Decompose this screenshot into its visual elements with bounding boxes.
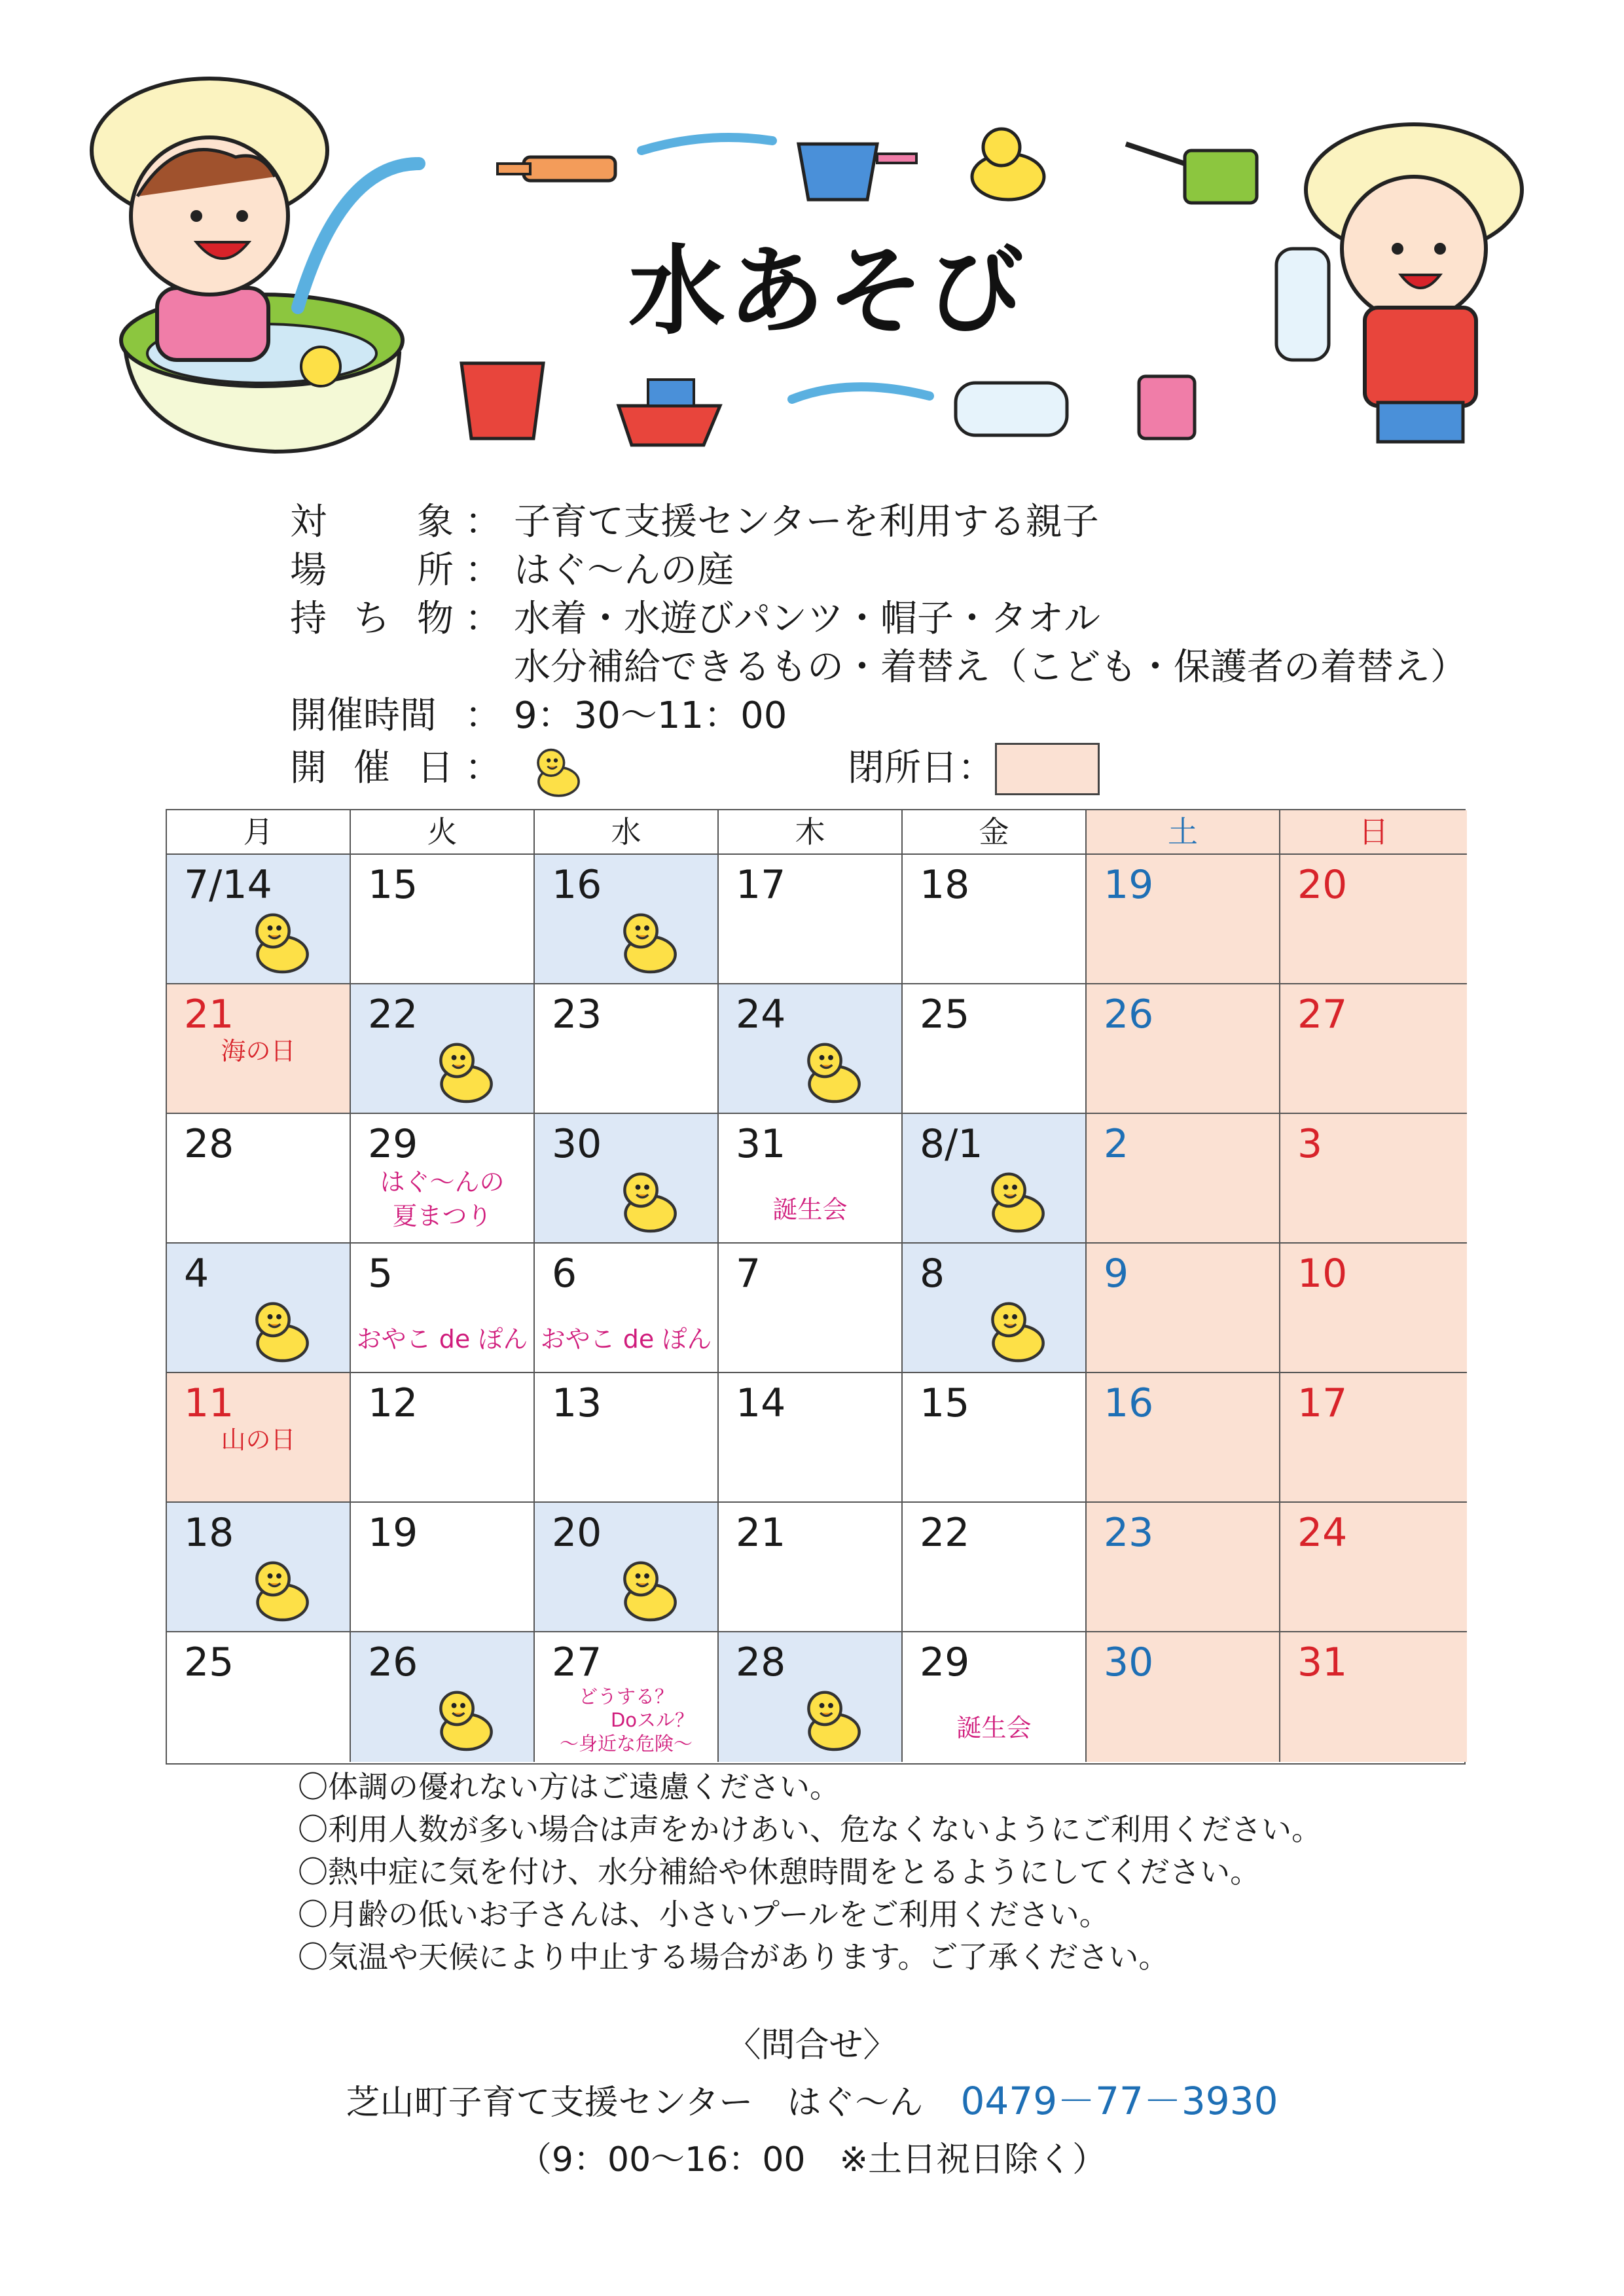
calendar-day-cell	[535, 1632, 719, 1762]
calendar-day-cell	[1087, 984, 1280, 1114]
day-number: 18	[184, 1510, 234, 1556]
day-number: 9	[1104, 1251, 1129, 1297]
calendar-day-cell	[1087, 855, 1280, 984]
calendar-day-cell	[1280, 1503, 1467, 1632]
duck-icon	[794, 1034, 867, 1107]
calendar-day-cell	[351, 855, 535, 984]
pink-cup-icon	[1139, 376, 1195, 439]
calendar-day-cell	[167, 1373, 351, 1503]
contact-line	[0, 2078, 1624, 2126]
day-number: 23	[552, 992, 602, 1037]
day-number: 19	[1104, 862, 1154, 908]
day-number: 7/14	[184, 862, 272, 908]
weekday-header: 火	[351, 810, 535, 855]
calendar-day-cell	[903, 1632, 1087, 1762]
day-number: 30	[1104, 1640, 1154, 1685]
calendar-day-cell	[903, 1373, 1087, 1503]
calendar-day-cell	[351, 1114, 535, 1244]
target-label: 対 象	[290, 501, 454, 543]
day-number: 11	[184, 1380, 234, 1426]
red-bucket-icon	[461, 363, 543, 439]
calendar-day-cell	[167, 1632, 351, 1762]
colon: ：	[465, 747, 501, 789]
weekday-header: 金	[903, 810, 1087, 855]
day-number: 30	[552, 1121, 602, 1167]
calendar-day-cell	[903, 1244, 1087, 1373]
calendar-day-cell	[535, 1503, 719, 1632]
day-number: 10	[1297, 1251, 1348, 1297]
place-value: はぐ～んの庭	[514, 549, 734, 592]
day-number: 23	[1104, 1510, 1154, 1556]
day-number: 17	[736, 862, 786, 908]
calendar-day-cell	[719, 984, 903, 1114]
day-number: 20	[552, 1510, 602, 1556]
water-splash-icon	[641, 137, 772, 151]
day-number: 28	[736, 1640, 786, 1685]
calendar-day-cell	[1087, 1503, 1280, 1632]
duck-icon	[242, 1552, 316, 1626]
calendar-day-cell	[351, 984, 535, 1114]
day-number: 2	[1104, 1121, 1129, 1167]
calendar-day-cell	[1280, 1114, 1467, 1244]
watering-can-icon	[1126, 144, 1257, 203]
items-label: 持 ち 物	[290, 598, 454, 640]
day-number: 8	[920, 1251, 945, 1297]
day-number: 25	[184, 1640, 234, 1685]
plastic-bottle-icon	[956, 383, 1067, 435]
contact-heading: 〈問合せ〉	[727, 2026, 897, 2065]
time-label: 開催時間	[290, 694, 437, 737]
day-number: 22	[920, 1510, 970, 1556]
event-note: 海の日	[221, 1037, 296, 1066]
day-number: 26	[1104, 992, 1154, 1037]
weekday-header: 土	[1087, 810, 1280, 855]
contact-org: 芝山町子育て支援センター はぐ～ん	[346, 2083, 924, 2123]
day-number: 21	[736, 1510, 786, 1556]
day-number: 13	[552, 1380, 602, 1426]
calendar-day-cell	[535, 984, 719, 1114]
calendar-day-cell	[167, 1244, 351, 1373]
colon: ：	[465, 501, 501, 543]
event-note: 夏まつり	[392, 1202, 492, 1230]
toy-boat-icon	[619, 380, 720, 445]
calendar-day-cell	[535, 1114, 719, 1244]
calendar-day-cell	[1280, 1632, 1467, 1762]
child-in-tub-illustration	[92, 79, 419, 452]
event-note: おやこ de ぽん	[356, 1325, 528, 1354]
duck-icon	[426, 1682, 499, 1755]
calendar-day-cell	[1280, 855, 1467, 984]
calendar-day-cell	[719, 855, 903, 984]
calendar-day-cell	[719, 1244, 903, 1373]
place-label: 場 所	[290, 549, 454, 592]
days-label: 開 催 日	[290, 747, 454, 789]
day-number: 7	[736, 1251, 761, 1297]
calendar-day-cell	[1087, 1632, 1280, 1762]
contact-hours: （9：00～16：00 ※土日祝日除く）	[517, 2140, 1107, 2179]
time-value: 9：30～11：00	[514, 694, 787, 737]
calendar-day-cell	[903, 855, 1087, 984]
calendar-day-cell	[351, 1244, 535, 1373]
calendar-day-cell	[1280, 1244, 1467, 1373]
water-gun-icon	[497, 157, 615, 181]
day-number: 16	[1104, 1380, 1154, 1426]
day-number: 14	[736, 1380, 786, 1426]
contact-phone: 0479－77－3930	[960, 2079, 1278, 2123]
page-title: 水あそび	[628, 235, 1026, 348]
day-number: 29	[920, 1640, 970, 1685]
duck-icon	[978, 1293, 1051, 1367]
day-number: 15	[920, 1380, 970, 1426]
water-splash-icon	[792, 387, 929, 399]
day-number: 15	[368, 862, 418, 908]
calendar-day-cell	[719, 1114, 903, 1244]
calendar-day-cell	[719, 1503, 903, 1632]
notice-item: 〇体調の優れない方はご遠慮ください。	[298, 1769, 840, 1804]
day-number: 4	[184, 1251, 209, 1297]
day-number: 27	[552, 1640, 602, 1685]
calendar-day-cell	[1087, 1114, 1280, 1244]
calendar-day-cell	[1087, 1244, 1280, 1373]
colon: ：	[465, 694, 501, 737]
duck-icon	[610, 1164, 683, 1237]
duck-icon	[242, 1293, 316, 1367]
duck-legend-icon	[526, 742, 585, 800]
day-number: 5	[368, 1251, 393, 1297]
items-value-2: 水分補給できるもの・着替え（こども・保護者の着替え）	[514, 646, 1467, 689]
closed-label: 閉所日：	[848, 747, 994, 789]
duck-icon	[610, 1552, 683, 1626]
calendar-day-cell	[903, 1503, 1087, 1632]
colon: ：	[465, 598, 501, 640]
event-note: Doスル？	[610, 1709, 695, 1731]
bucket-shovel-icon	[799, 144, 916, 200]
day-number: 26	[368, 1640, 418, 1685]
weekday-header: 日	[1280, 810, 1467, 855]
day-number: 3	[1297, 1121, 1323, 1167]
notice-item: 〇熱中症に気を付け、水分補給や休憩時間をとるようにしてください。	[298, 1854, 1261, 1890]
calendar-day-cell	[351, 1632, 535, 1762]
calendar-grid	[166, 809, 1466, 1765]
calendar-day-cell	[167, 1503, 351, 1632]
day-number: 16	[552, 862, 602, 908]
event-note: どうする？	[578, 1685, 674, 1708]
day-number: 12	[368, 1380, 418, 1426]
day-number: 31	[736, 1121, 786, 1167]
day-number: 18	[920, 862, 970, 908]
weekday-header: 月	[167, 810, 351, 855]
calendar-day-cell	[1280, 1373, 1467, 1503]
calendar-day-cell	[167, 1114, 351, 1244]
day-number: 24	[736, 992, 786, 1037]
calendar-day-cell	[903, 984, 1087, 1114]
calendar-day-cell	[351, 1373, 535, 1503]
day-number: 31	[1297, 1640, 1348, 1685]
duck-icon	[978, 1164, 1051, 1237]
target-value: 子育て支援センターを利用する親子	[514, 501, 1099, 543]
day-number: 19	[368, 1510, 418, 1556]
calendar-day-cell	[719, 1373, 903, 1503]
duck-icon	[426, 1034, 499, 1107]
day-number: 8/1	[920, 1121, 983, 1167]
duck-icon	[794, 1682, 867, 1755]
calendar-day-cell	[1280, 984, 1467, 1114]
weekday-header: 木	[719, 810, 903, 855]
calendar-day-cell	[719, 1632, 903, 1762]
notice-item: 〇利用人数が多い場合は声をかけあい、危なくないようにご利用ください。	[298, 1812, 1322, 1847]
event-note: 誕生会	[772, 1195, 848, 1224]
calendar-day-cell	[167, 984, 351, 1114]
event-note: 誕生会	[956, 1713, 1032, 1742]
calendar-day-cell	[1087, 1373, 1280, 1503]
colon: ：	[465, 549, 501, 592]
calendar-day-cell	[535, 1373, 719, 1503]
event-note: 山の日	[221, 1426, 296, 1454]
notice-item: 〇月齢の低いお子さんは、小さいプールをご利用ください。	[298, 1897, 1110, 1932]
day-number: 28	[184, 1121, 234, 1167]
day-number: 22	[368, 992, 418, 1037]
calendar-day-cell	[351, 1503, 535, 1632]
rubber-duck-icon	[972, 129, 1044, 200]
day-number: 24	[1297, 1510, 1348, 1556]
calendar-day-cell	[535, 855, 719, 984]
duck-icon	[610, 905, 683, 978]
event-note: はぐ～んの	[380, 1168, 505, 1196]
day-number: 29	[368, 1121, 418, 1167]
items-value-1: 水着・水遊びパンツ・帽子・タオル	[514, 598, 1100, 640]
notice-item: 〇気温や天候により中止する場合があります。ご了承ください。	[298, 1939, 1169, 1975]
day-number: 25	[920, 992, 970, 1037]
event-note: ～身近な危険～	[559, 1732, 693, 1755]
day-number: 27	[1297, 992, 1348, 1037]
day-number: 17	[1297, 1380, 1348, 1426]
calendar-day-cell	[535, 1244, 719, 1373]
day-number: 21	[184, 992, 234, 1037]
day-number: 6	[552, 1251, 577, 1297]
closed-day-legend-box	[995, 743, 1100, 795]
event-note: おやこ de ぽん	[540, 1325, 712, 1354]
child-with-bottle-illustration	[1276, 124, 1522, 442]
day-number: 20	[1297, 862, 1348, 908]
calendar-day-cell	[903, 1114, 1087, 1244]
duck-icon	[242, 905, 316, 978]
weekday-header: 水	[535, 810, 719, 855]
calendar-day-cell	[167, 855, 351, 984]
